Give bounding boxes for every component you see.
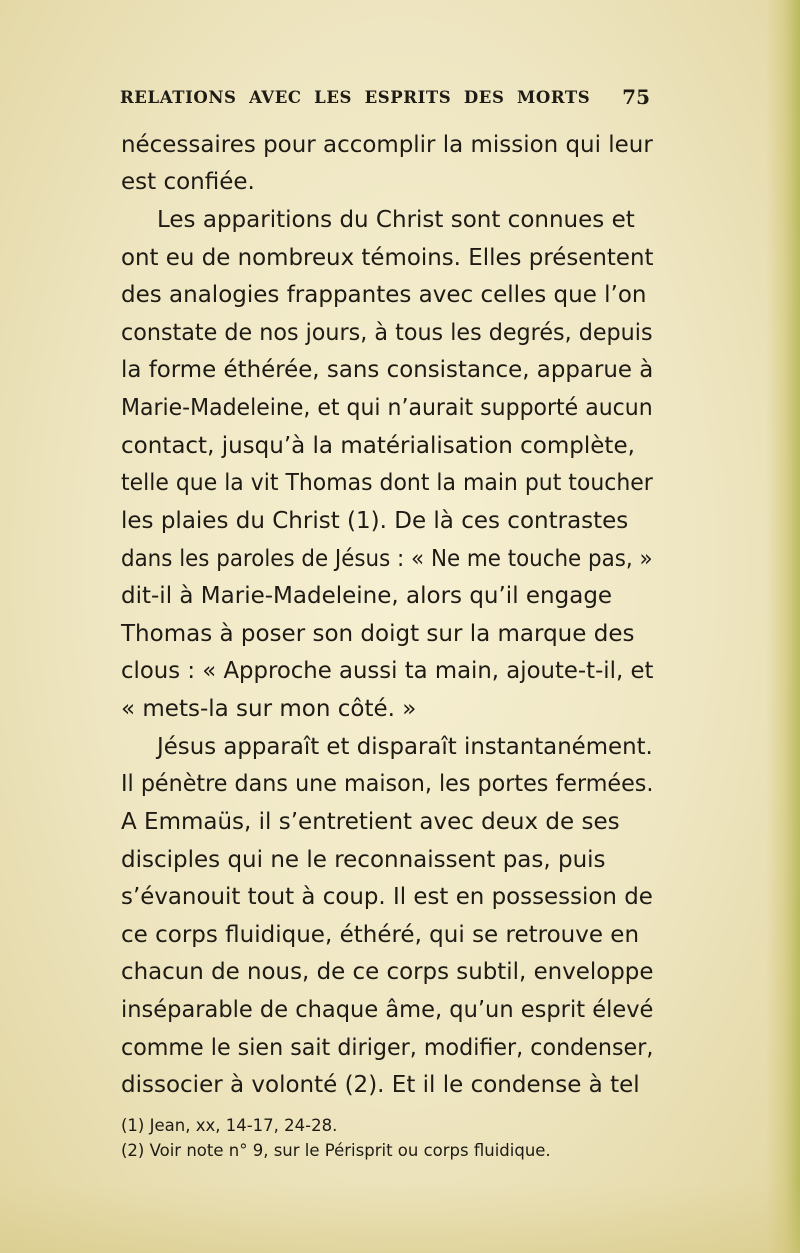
footnote: (1) Jean, xx, 14-17, 24-28. [121,1116,338,1135]
page-number: 75 [622,85,650,109]
text-line: est confiée. [121,169,255,195]
page-edge-shading [766,0,800,1253]
text-line: disciples qui ne le reconnaissent pas, puis [121,847,606,873]
text-line: contact, jusqu’à la matérialisation complète, [121,433,635,459]
text-line: des analogies frappantes avec celles que l’on [121,282,647,308]
text-line: ont eu de nombreux témoins. Elles présentent [121,245,654,271]
text-line: nécessaires pour accomplir la mission qui leur [121,132,653,158]
text-line: s’évanouit tout à coup. Il est en possession de [121,884,653,910]
page-header [120,85,650,116]
text-line: « mets-la sur mon côté. » [121,696,417,722]
running-title: RELATIONS AVEC LES ESPRITS DES MORTS [120,88,591,107]
text-line: Thomas à poser son doigt sur la marque des [121,621,635,647]
text-line: comme le sien sait diriger, modifier, condenser, [121,1035,654,1061]
text-line: la forme éthérée, sans consistance, apparue à [121,357,654,383]
text-line: les plaies du Christ (1). De là ces contrastes [121,508,629,534]
text-line: Il pénètre dans une maison, les portes fermées. [121,771,654,797]
text-line: chacun de nous, de ce corps subtil, enveloppe [121,959,654,985]
page-bottom-shading [0,1183,800,1253]
text-line: Jésus apparaît et disparaît instantanément. [157,734,653,760]
text-line: dans les paroles de Jésus : « Ne me touche pas, » [121,546,653,572]
text-line: clous : « Approche aussi ta main, ajoute-t-il, et [121,658,654,684]
text-line: inséparable de chaque âme, qu’un esprit élevé [121,997,654,1023]
text-line: Les apparitions du Christ sont connues et [157,207,635,233]
footnote: (2) Voir note n° 9, sur le Périsprit ou corps fluidique. [121,1141,551,1160]
text-line: Marie-Madeleine, et qui n’aurait supporté aucun [121,395,653,421]
text-line: ce corps fluidique, éthéré, qui se retrouve en [121,922,640,948]
text-line: constate de nos jours, à tous les degrés, depuis [121,320,653,346]
text-line: dit-il à Marie-Madeleine, alors qu’il engage [121,583,613,609]
text-line: telle que la vit Thomas dont la main put toucher [121,470,653,496]
text-line: dissocier à volonté (2). Et il le condense à tel [121,1072,640,1098]
text-line: A Emmaüs, il s’entretient avec deux de ses [121,809,620,835]
